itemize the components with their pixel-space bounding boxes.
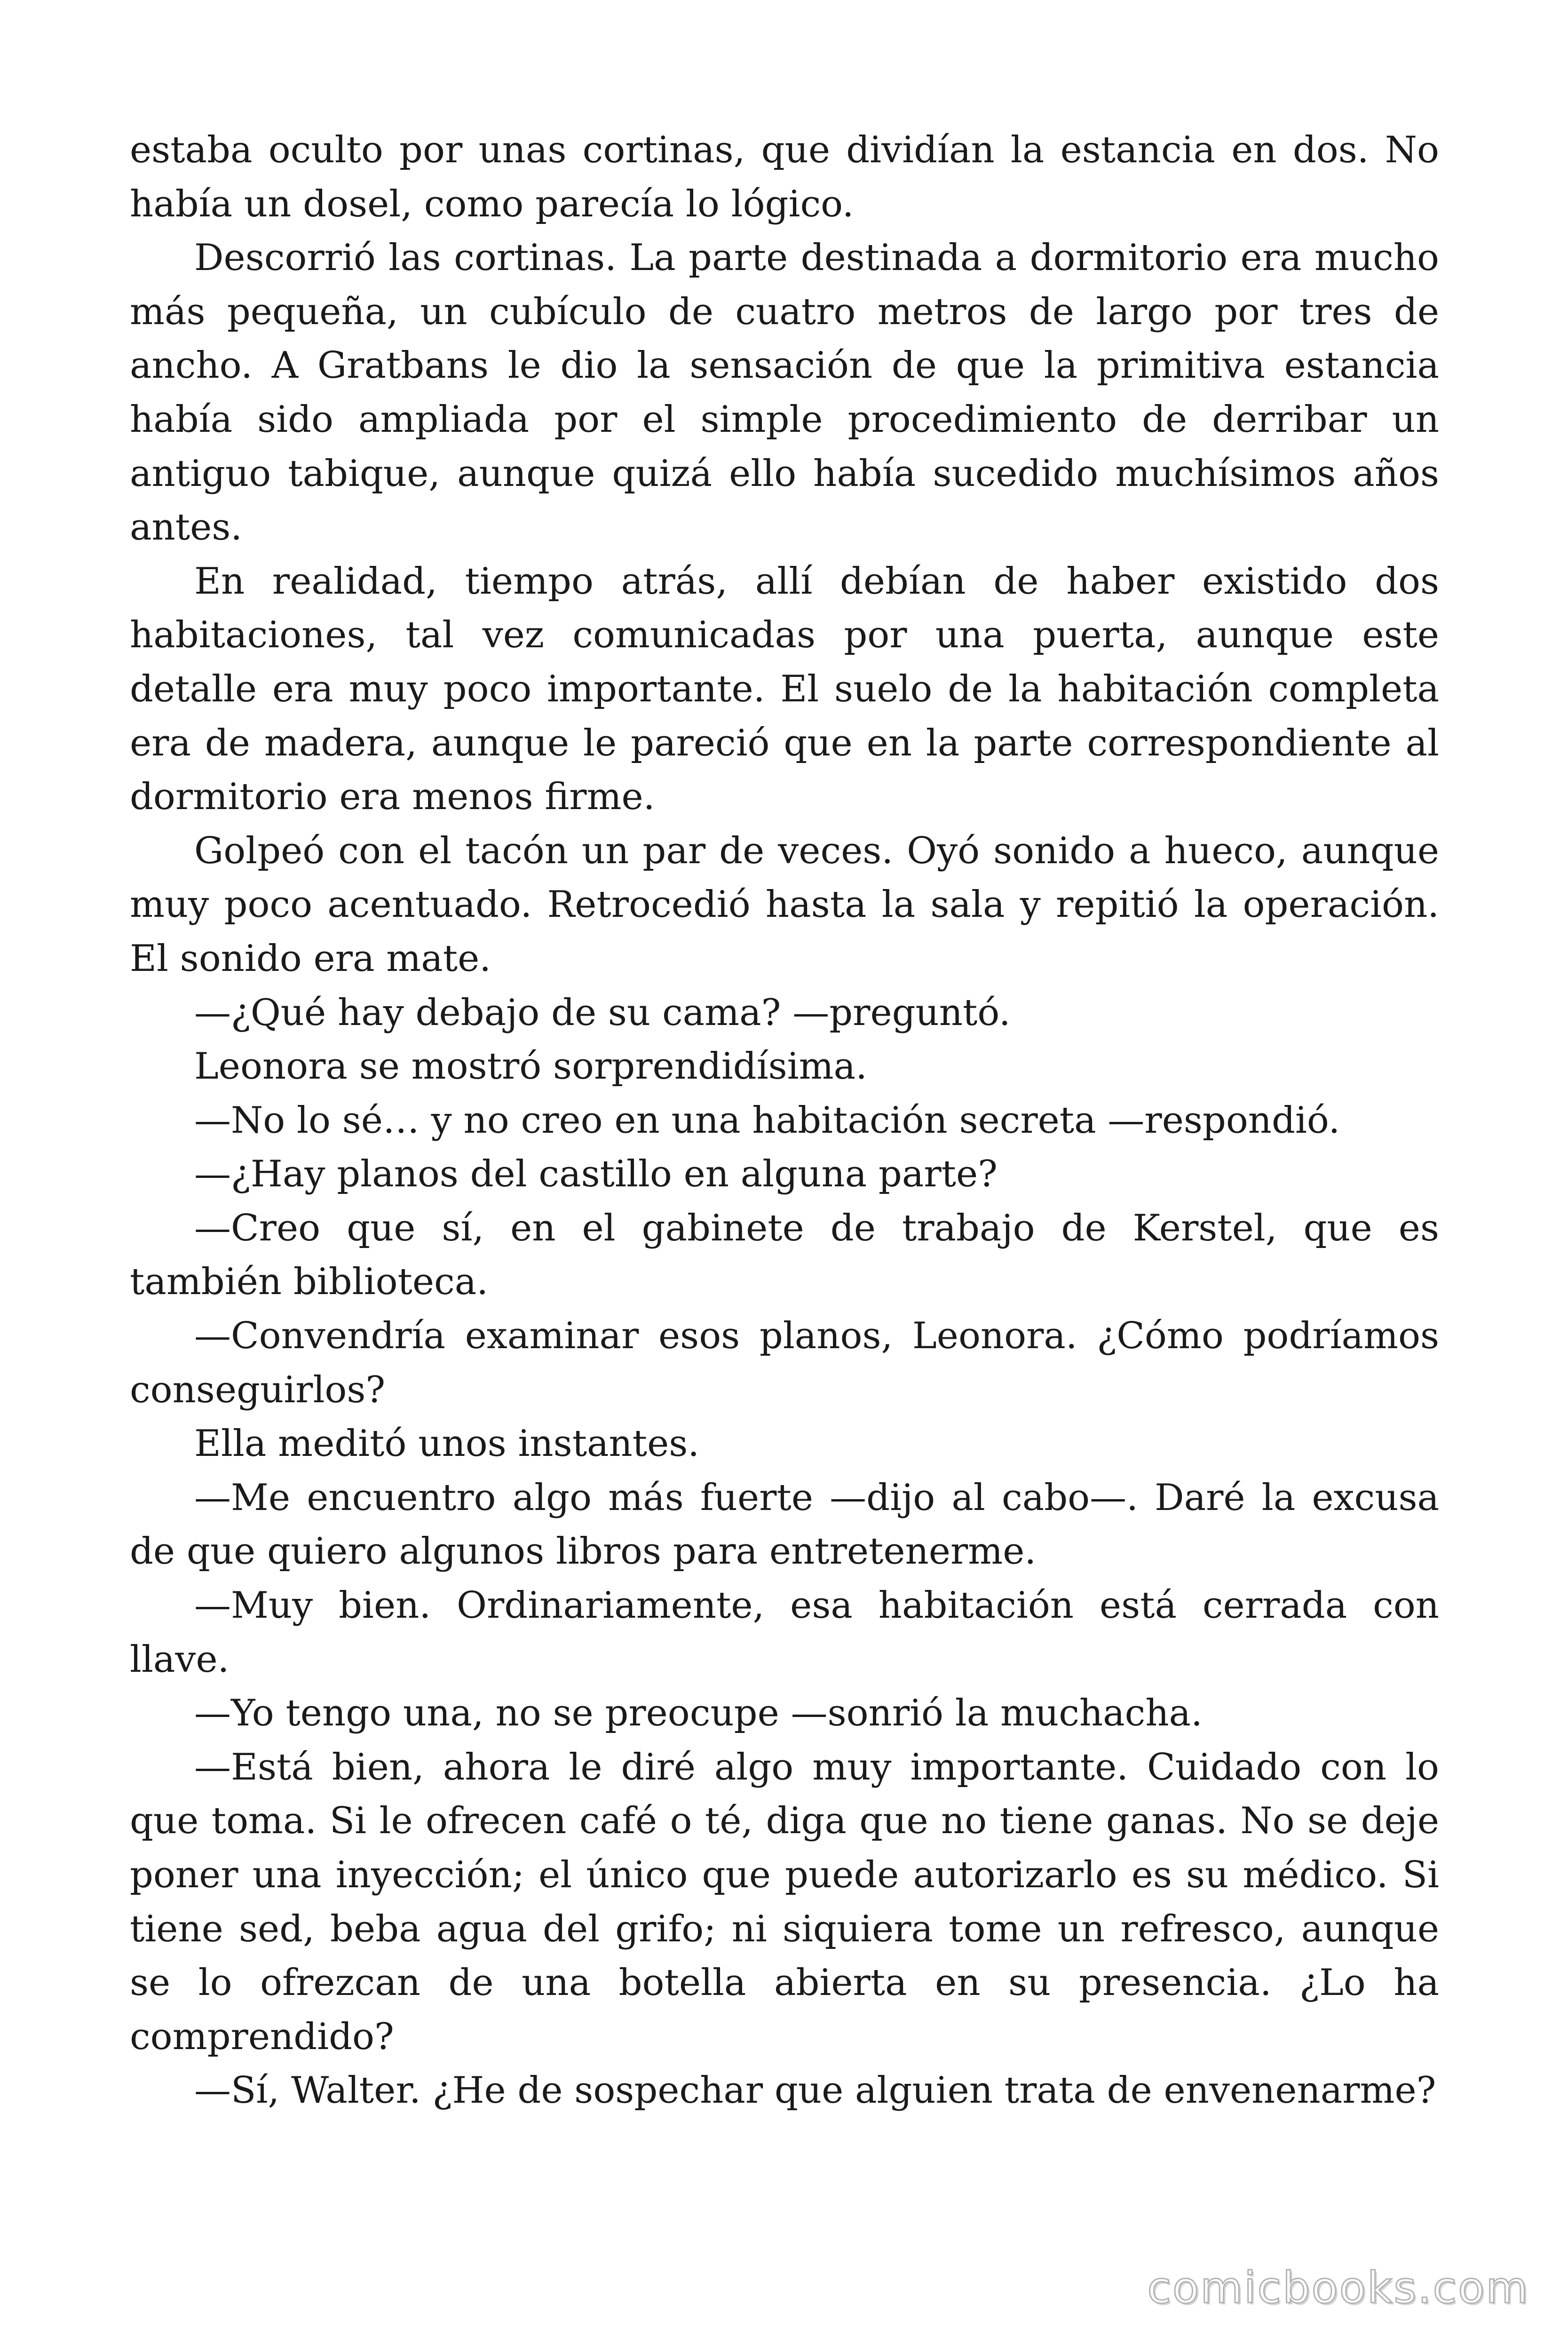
paragraph: —Me encuentro algo más fuerte —dijo al cabo—. Daré la excusa de que quiero algunos libros para entretenerme. <box>130 1476 1439 1573</box>
paragraph: —¿Qué hay debajo de su cama? —preguntó. <box>194 991 1011 1034</box>
paragraph: Descorrió las cortinas. La parte destinada a dormitorio era mucho más pequeña, un cubículo de cuatro metros de largo por tres de ancho. A Gratbans le dio la sensación de que la primitiva estancia había sido ampliada por el simple procedimiento de derribar un antiguo tabique, aunque quizá ello había sucedido muchísimos años antes. <box>130 237 1439 549</box>
paragraph: Ella meditó unos instantes. <box>194 1422 700 1465</box>
body-text <box>130 123 1439 2118</box>
paragraph: —Creo que sí, en el gabinete de trabajo de Kerstel, que es también biblioteca. <box>130 1207 1439 1303</box>
paragraph: —¿Hay planos del castillo en alguna parte? <box>194 1153 998 1196</box>
paragraph: —Está bien, ahora le diré algo muy importante. Cuidado con lo que toma. Si le ofrecen café o té, diga que no tiene ganas. No se deje poner una inyección; el único que puede autorizarlo es su médico. Si tiene sed, beba agua del grifo; ni siquiera tome un refresco, aunque se lo ofrezcan de una botella abierta en su presencia. ¿Lo ha comprendido? <box>130 1746 1439 2058</box>
paragraph: —Yo tengo una, no se preocupe —sonrió la muchacha. <box>194 1692 1203 1735</box>
paragraph: Golpeó con el tacón un par de veces. Oyó sonido a hueco, aunque muy poco acentuado. Retrocedió hasta la sala y repitió la operación. El sonido era mate. <box>130 829 1439 980</box>
paragraph: —Muy bien. Ordinariamente, esa habitación está cerrada con llave. <box>130 1584 1439 1681</box>
watermark: comicbooks.com <box>1147 2263 1529 2313</box>
paragraph: Leonora se mostró sorprendidísima. <box>194 1045 867 1088</box>
paragraph: —Sí, Walter. ¿He de sospechar que alguien trata de envenenarme? <box>194 2069 1436 2112</box>
paragraph: estaba oculto por unas cortinas, que dividían la estancia en dos. No había un dosel, como parecía lo lógico. <box>130 129 1439 225</box>
paragraph: —No lo sé… y no creo en una habitación secreta —respondió. <box>194 1099 1340 1142</box>
paragraph: En realidad, tiempo atrás, allí debían de haber existido dos habitaciones, tal vez comunicadas por una puerta, aunque este detalle era muy poco importante. El suelo de la habitación completa era de madera, aunque le pareció que en la parte correspondiente al dormitorio era menos firme. <box>130 560 1439 818</box>
paragraph: —Convendría examinar esos planos, Leonora. ¿Cómo podríamos conseguirlos? <box>130 1315 1439 1411</box>
